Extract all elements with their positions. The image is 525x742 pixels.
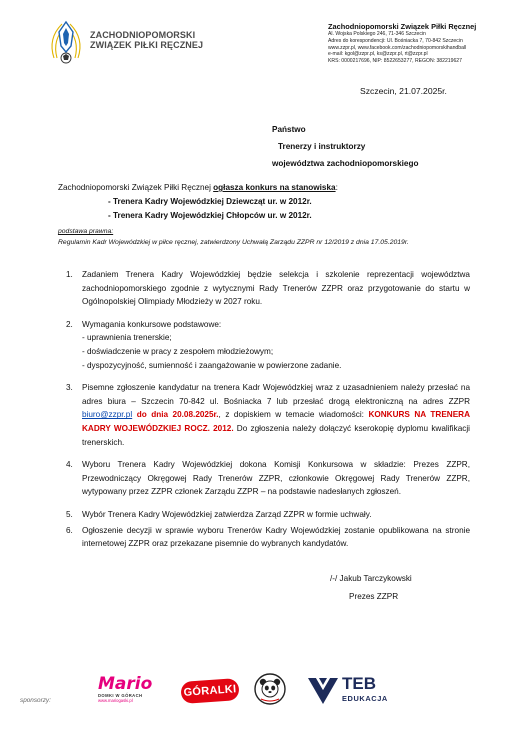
sponsor-goralki-logo — [180, 678, 239, 704]
email-link[interactable]: biuro@zzpr.pl — [82, 410, 133, 420]
item-number: 4. — [66, 460, 73, 470]
item-text-part: Do zgłoszenia należy dołączyć kserokopię dyplomu kwalifikacji trenerskich. — [82, 423, 470, 447]
item-text: Zadaniem Trenera Kadry Wojewódzkiej będzie selekcja i szkolenie reprezentacji województwa zachodniopomorskiego zgodnie z wytycznymi Rady Trenerów ZZPR oraz przygotowanie do startu w Ogólnopolskiej Olimpiady Młodzieży w 2027 roku. — [82, 270, 470, 307]
deadline-text: do dnia 20.08.2025r. — [132, 410, 219, 420]
list-item — [58, 318, 470, 372]
mario-url: www.mariogaski.pl — [98, 698, 133, 703]
intro-suffix: : — [335, 183, 338, 192]
intro-emphasis: ogłasza konkurs na stanowiska — [213, 183, 336, 192]
panda-sponsor-logo-icon — [253, 672, 287, 706]
addressee-line: Państwo — [272, 125, 306, 134]
item-text-part: Pisemne zgłoszenie kandydatur na trenera Kadr Wojewódzkiej wraz z uzasadnieniem należy przesłać na adres biura – Szczecin 70-842 ul. Bośniacka 7 lub przesłać drogą elektroniczną na adres ZZPR — [82, 383, 470, 406]
signature-name: /-/ Jakub Tarczykowski — [330, 574, 412, 583]
organization-name — [90, 30, 203, 50]
item-text: Wyboru Trenera Kadry Wojewódzkiej dokona Komisji Konkursowa w składzie: Prezes ZZPR, Przewodniczący Okręgowej Rady Trenerów ZZPR, członkowie Okręgowej Rady Trenerów ZZPR, wytypowany przez ZZPR członek Zarządu ZZPR – na podstawie nadesłanych zgłoszeń. — [82, 460, 470, 497]
teb-subtitle: EDUKACJA — [342, 694, 388, 703]
list-item — [58, 458, 470, 499]
letterhead-line: www.zzpr.pl, www.facebook.com/zachodniopomorskihandball — [328, 44, 467, 51]
sponsor-teb-logo — [306, 674, 392, 708]
item-number: 6. — [66, 525, 73, 535]
addressee-line: Trenerzy i instruktorzy — [278, 142, 366, 151]
position-girls: - Trenera Kadry Wojewódzkiej Dziewcząt ur. w 2012r. — [108, 197, 312, 206]
item-number: 2. — [66, 319, 73, 329]
intro-prefix: Zachodniopomorski Związek Piłki Ręcznej — [58, 183, 214, 192]
letterhead-title: Zachodniopomorski Związek Piłki Ręcznej — [328, 22, 477, 31]
list-item — [58, 268, 470, 309]
org-name-line-1: ZACHODNIOPOMORSKI — [90, 30, 196, 40]
list-item — [58, 524, 470, 551]
sponsor-mario-logo — [98, 675, 158, 711]
email-subject-text: KONKURS NA TRENERA KADRY WOJEWÓDZKIEJ ROCZ. 2012. — [82, 410, 470, 433]
goralki-brand-text: GÓRALKI — [183, 683, 237, 699]
letterhead-line: KRS: 0000217696, NIP: 8522653277, REGON: 382219627 — [328, 58, 462, 65]
org-name-line-2: ZWIĄZEK PIŁKI RĘCZNEJ — [90, 40, 204, 50]
conditions-list — [58, 268, 470, 560]
item-number: 3. — [66, 383, 73, 393]
mario-subtitle: DOMKI W GÓRACH — [98, 693, 143, 698]
sponsor-panda-logo — [253, 672, 287, 706]
addressee-line: województwa zachodniopomorskiego — [272, 159, 419, 168]
letterhead-line: e-mail: kgol@zzpr.pl, ks@zzpr.pl, rt@zzpr.pl — [328, 51, 428, 58]
legal-basis: Regulamin Kadr Wojewódzkiej w piłce ręcznej, zatwierdzony Uchwałą Zarządu ZZPR nr 12/2019 z dnia 17.05.2019r. — [58, 239, 409, 246]
requirement-line: - dyspozycyjność, sumienność i zaangażowanie w powierzone zadanie. — [82, 360, 342, 370]
teb-mark-logo-icon — [306, 676, 340, 706]
item-text — [82, 381, 470, 449]
sponsors-label: sponsorzy: — [20, 697, 51, 704]
mario-brand-text: Mario — [98, 674, 153, 694]
position-boys: - Trenera Kadry Wojewódzkiej Chłopców ur. w 2012r. — [108, 211, 312, 220]
addressee — [272, 121, 418, 172]
item-number: 1. — [66, 270, 73, 279]
legal-basis-label: podstawa prawna: — [58, 228, 114, 235]
letterhead-contact — [328, 22, 518, 65]
item-text-part: , z dopiskiem w temacie wiadomości: — [218, 410, 369, 420]
item-text: Wybór Trenera Kadry Wojewódzkiej zatwierdza Zarząd ZZPR w formie uchwały. — [82, 509, 372, 519]
crest-logo-icon — [44, 16, 90, 66]
requirement-line: - uprawnienia trenerskie; — [82, 333, 172, 343]
list-item — [58, 508, 470, 522]
item-number: 5. — [66, 509, 73, 519]
intro-paragraph — [58, 183, 338, 192]
item-text: Ogłoszenie decyzji w sprawie wyboru Trenerów Kadry Wojewódzkiej zostanie opublikowana na stronie internetowej ZZPR oraz przekazane pisemnie do wybranych kandydatów. — [82, 525, 470, 549]
teb-brand-text: TEB — [342, 674, 376, 693]
requirement-line: - doświadczenie w pracy z zespołem młodzieżowym; — [82, 346, 274, 356]
letter-date: Szczecin, 21.07.2025r. — [360, 86, 447, 96]
organization-logo — [44, 16, 234, 66]
list-item — [58, 381, 470, 449]
letterhead-line: Al. Wojska Polskiego 246, 71-346 Szczecin — [328, 31, 426, 37]
letterhead-line: Adres do korespondencji: Ul. Bośniacka 7, 70-842 Szczecin — [328, 37, 463, 44]
signature-title: Prezes ZZPR — [349, 592, 399, 601]
item-text: Wymagania konkursowe podstawowe: — [82, 319, 222, 329]
